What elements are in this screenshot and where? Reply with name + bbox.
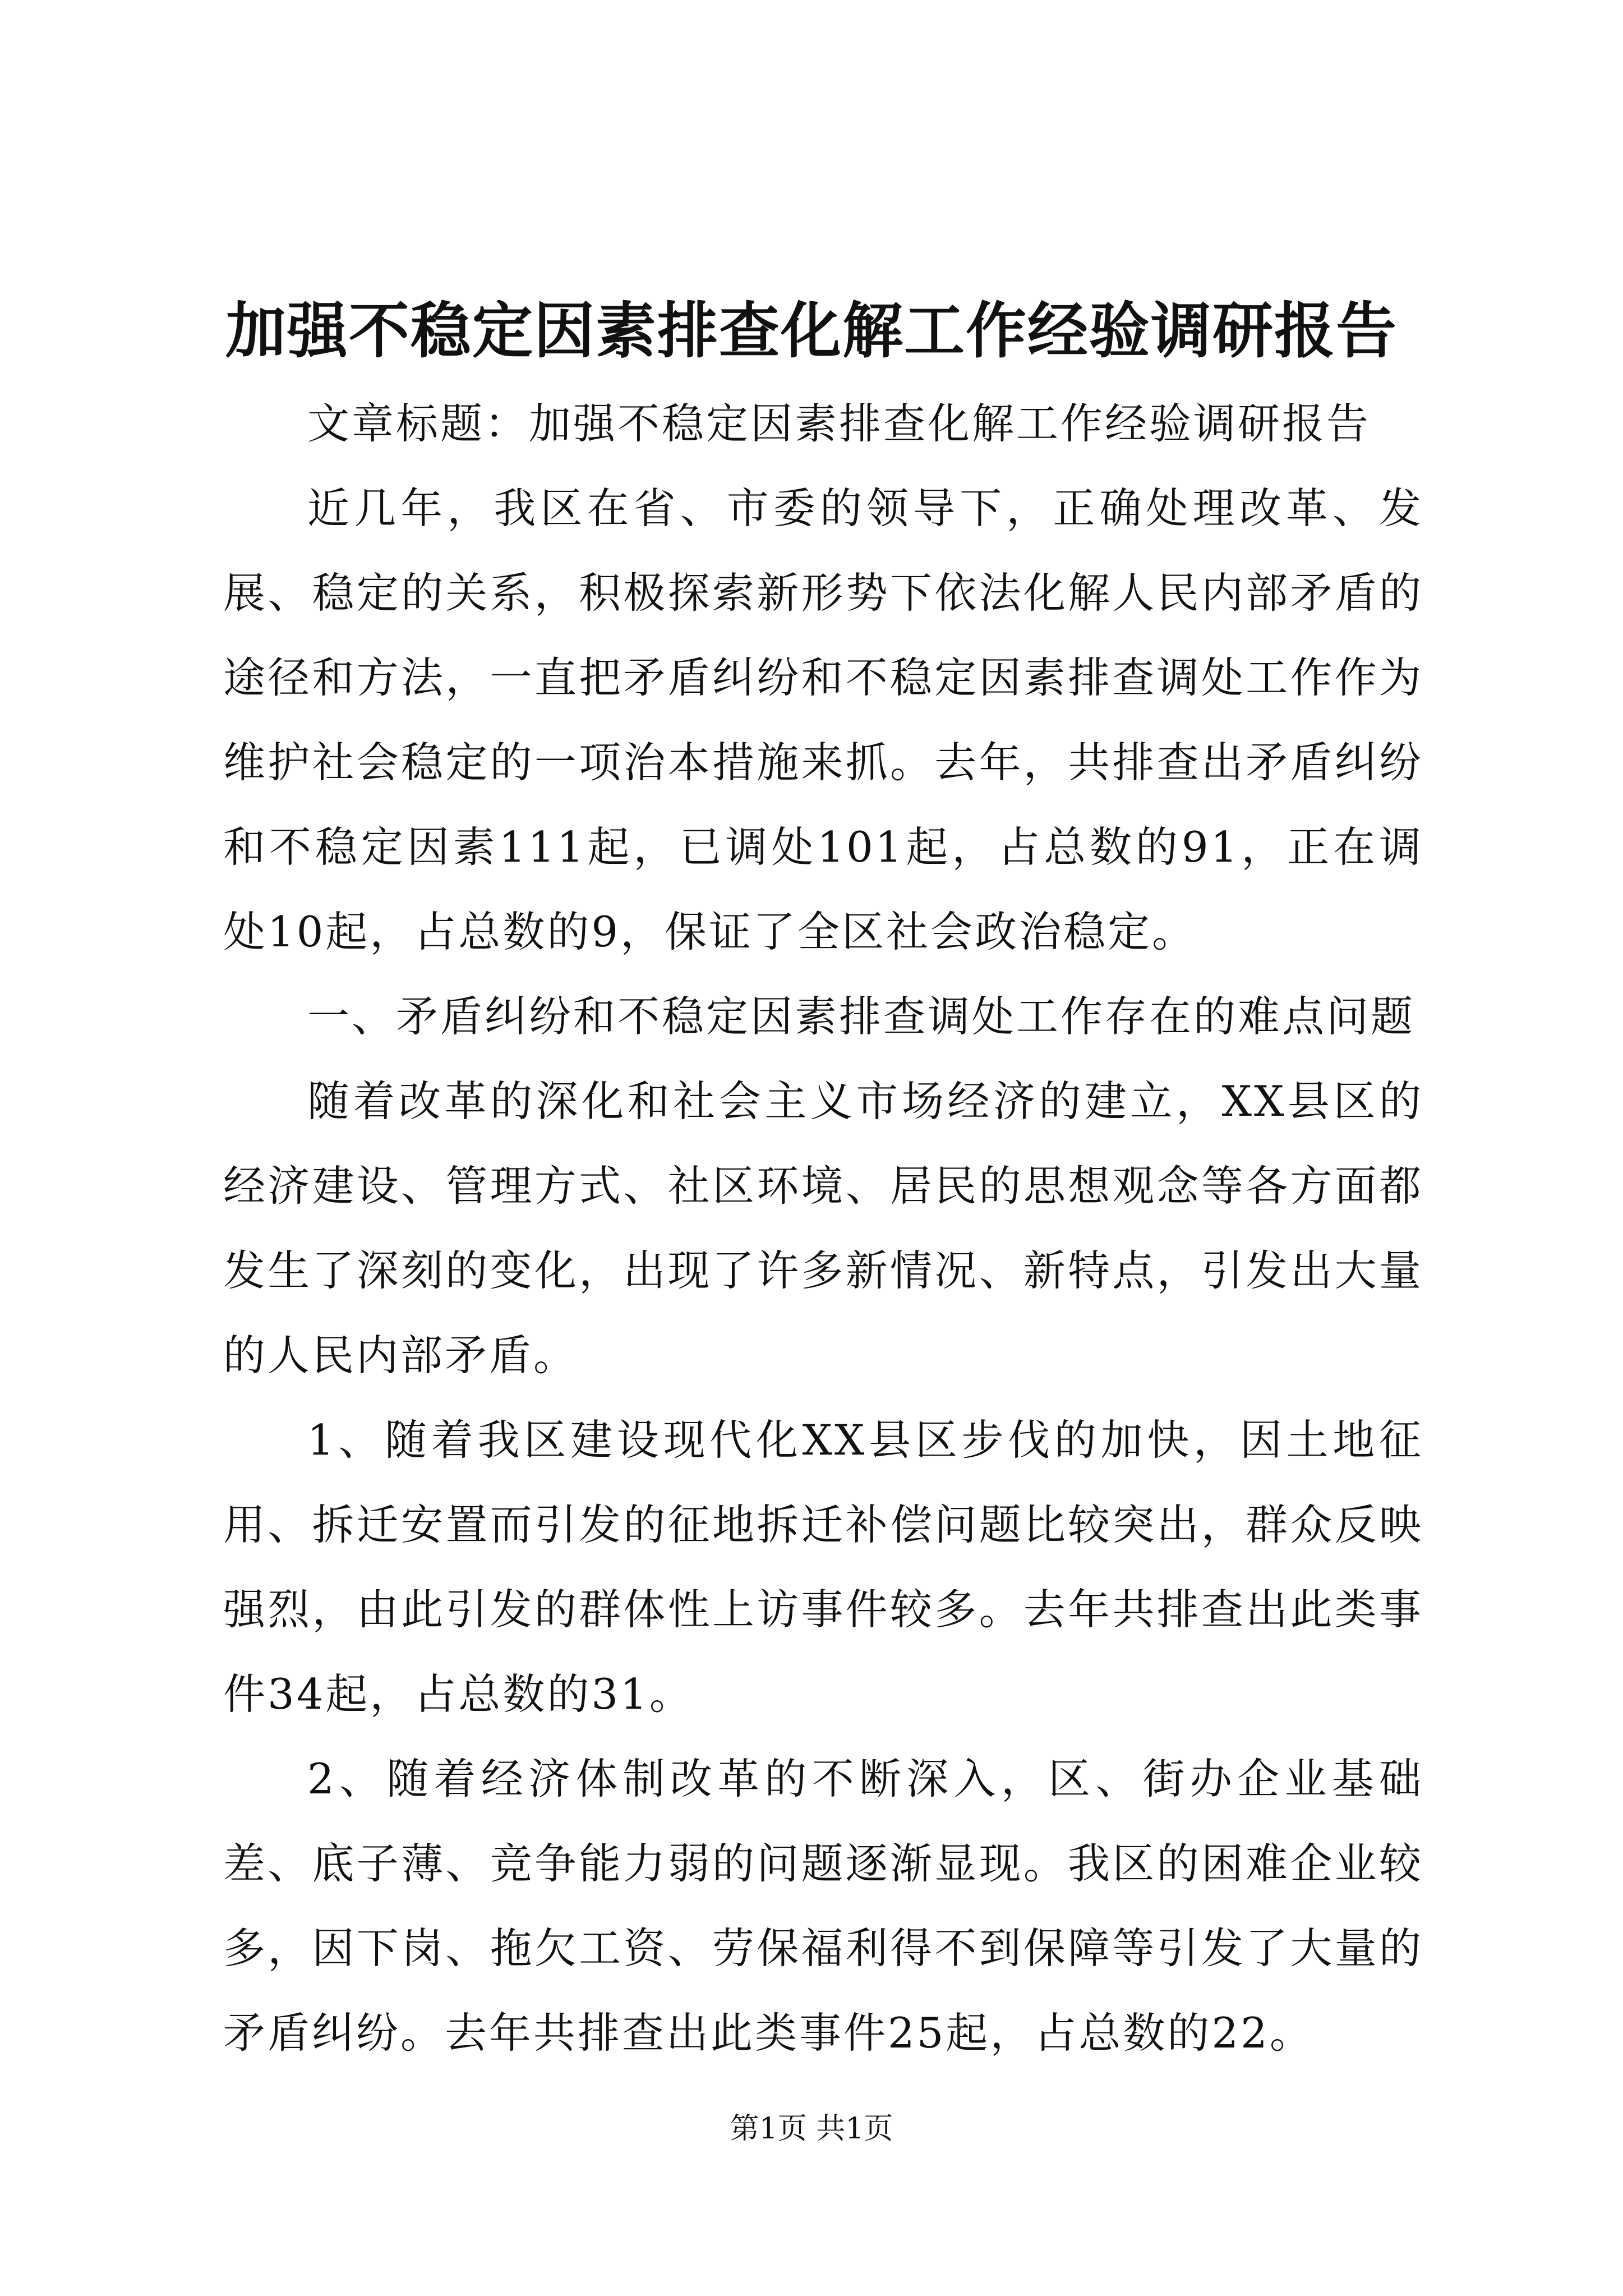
page-footer: 第1页 共1页 <box>730 2112 893 2146</box>
document-title: 加强不稳定因素排查化解工作经验调研报告 <box>225 296 1398 366</box>
section-heading: 一、矛盾纠纷和不稳定因素排查调处工作存在的难点问题 <box>307 992 1415 1041</box>
body-paragraph: 随着改革的深化和社会主义市场经济的建立，XX县区的经济建设、管理方式、社区环境、居民的思想观念等各方面都发生了深刻的变化，出现了许多新情况、新特点，引发出大量的人民内部矛盾。 <box>223 1076 1423 1380</box>
body-paragraph: 2、随着经济体制改革的不断深入，区、街办企业基础差、底子薄、竞争能力弱的问题逐渐显现。我区的困难企业较多，因下岗、拖欠工资、劳保福利得不到保障等引发了大量的矛盾纠纷。去年共排查出此类事件25起，占总数的22。 <box>223 1754 1423 2058</box>
document-body <box>223 381 1423 2076</box>
article-title-line: 文章标题：加强不稳定因素排查化解工作经验调研报告 <box>307 399 1371 448</box>
intro-paragraph: 近几年，我区在省、市委的领导下，正确处理改革、发展、稳定的关系，积极探索新形势下依法化解人民内部矛盾的途径和方法，一直把矛盾纠纷和不稳定因素排查调处工作作为维护社会稳定的一项治本措施来抓。去年，共排查出矛盾纠纷和不稳定因素111起，已调处101起，占总数的91，正在调处10起，占总数的9，保证了全区社会政治稳定。 <box>223 484 1423 956</box>
body-paragraph: 1、随着我区建设现代化XX县区步伐的加快，因土地征用、拆迁安置而引发的征地拆迁补偿问题比较突出，群众反映强烈，由此引发的群体性上访事件较多。去年共排查出此类事件34起，占总数的31。 <box>223 1415 1423 1719</box>
